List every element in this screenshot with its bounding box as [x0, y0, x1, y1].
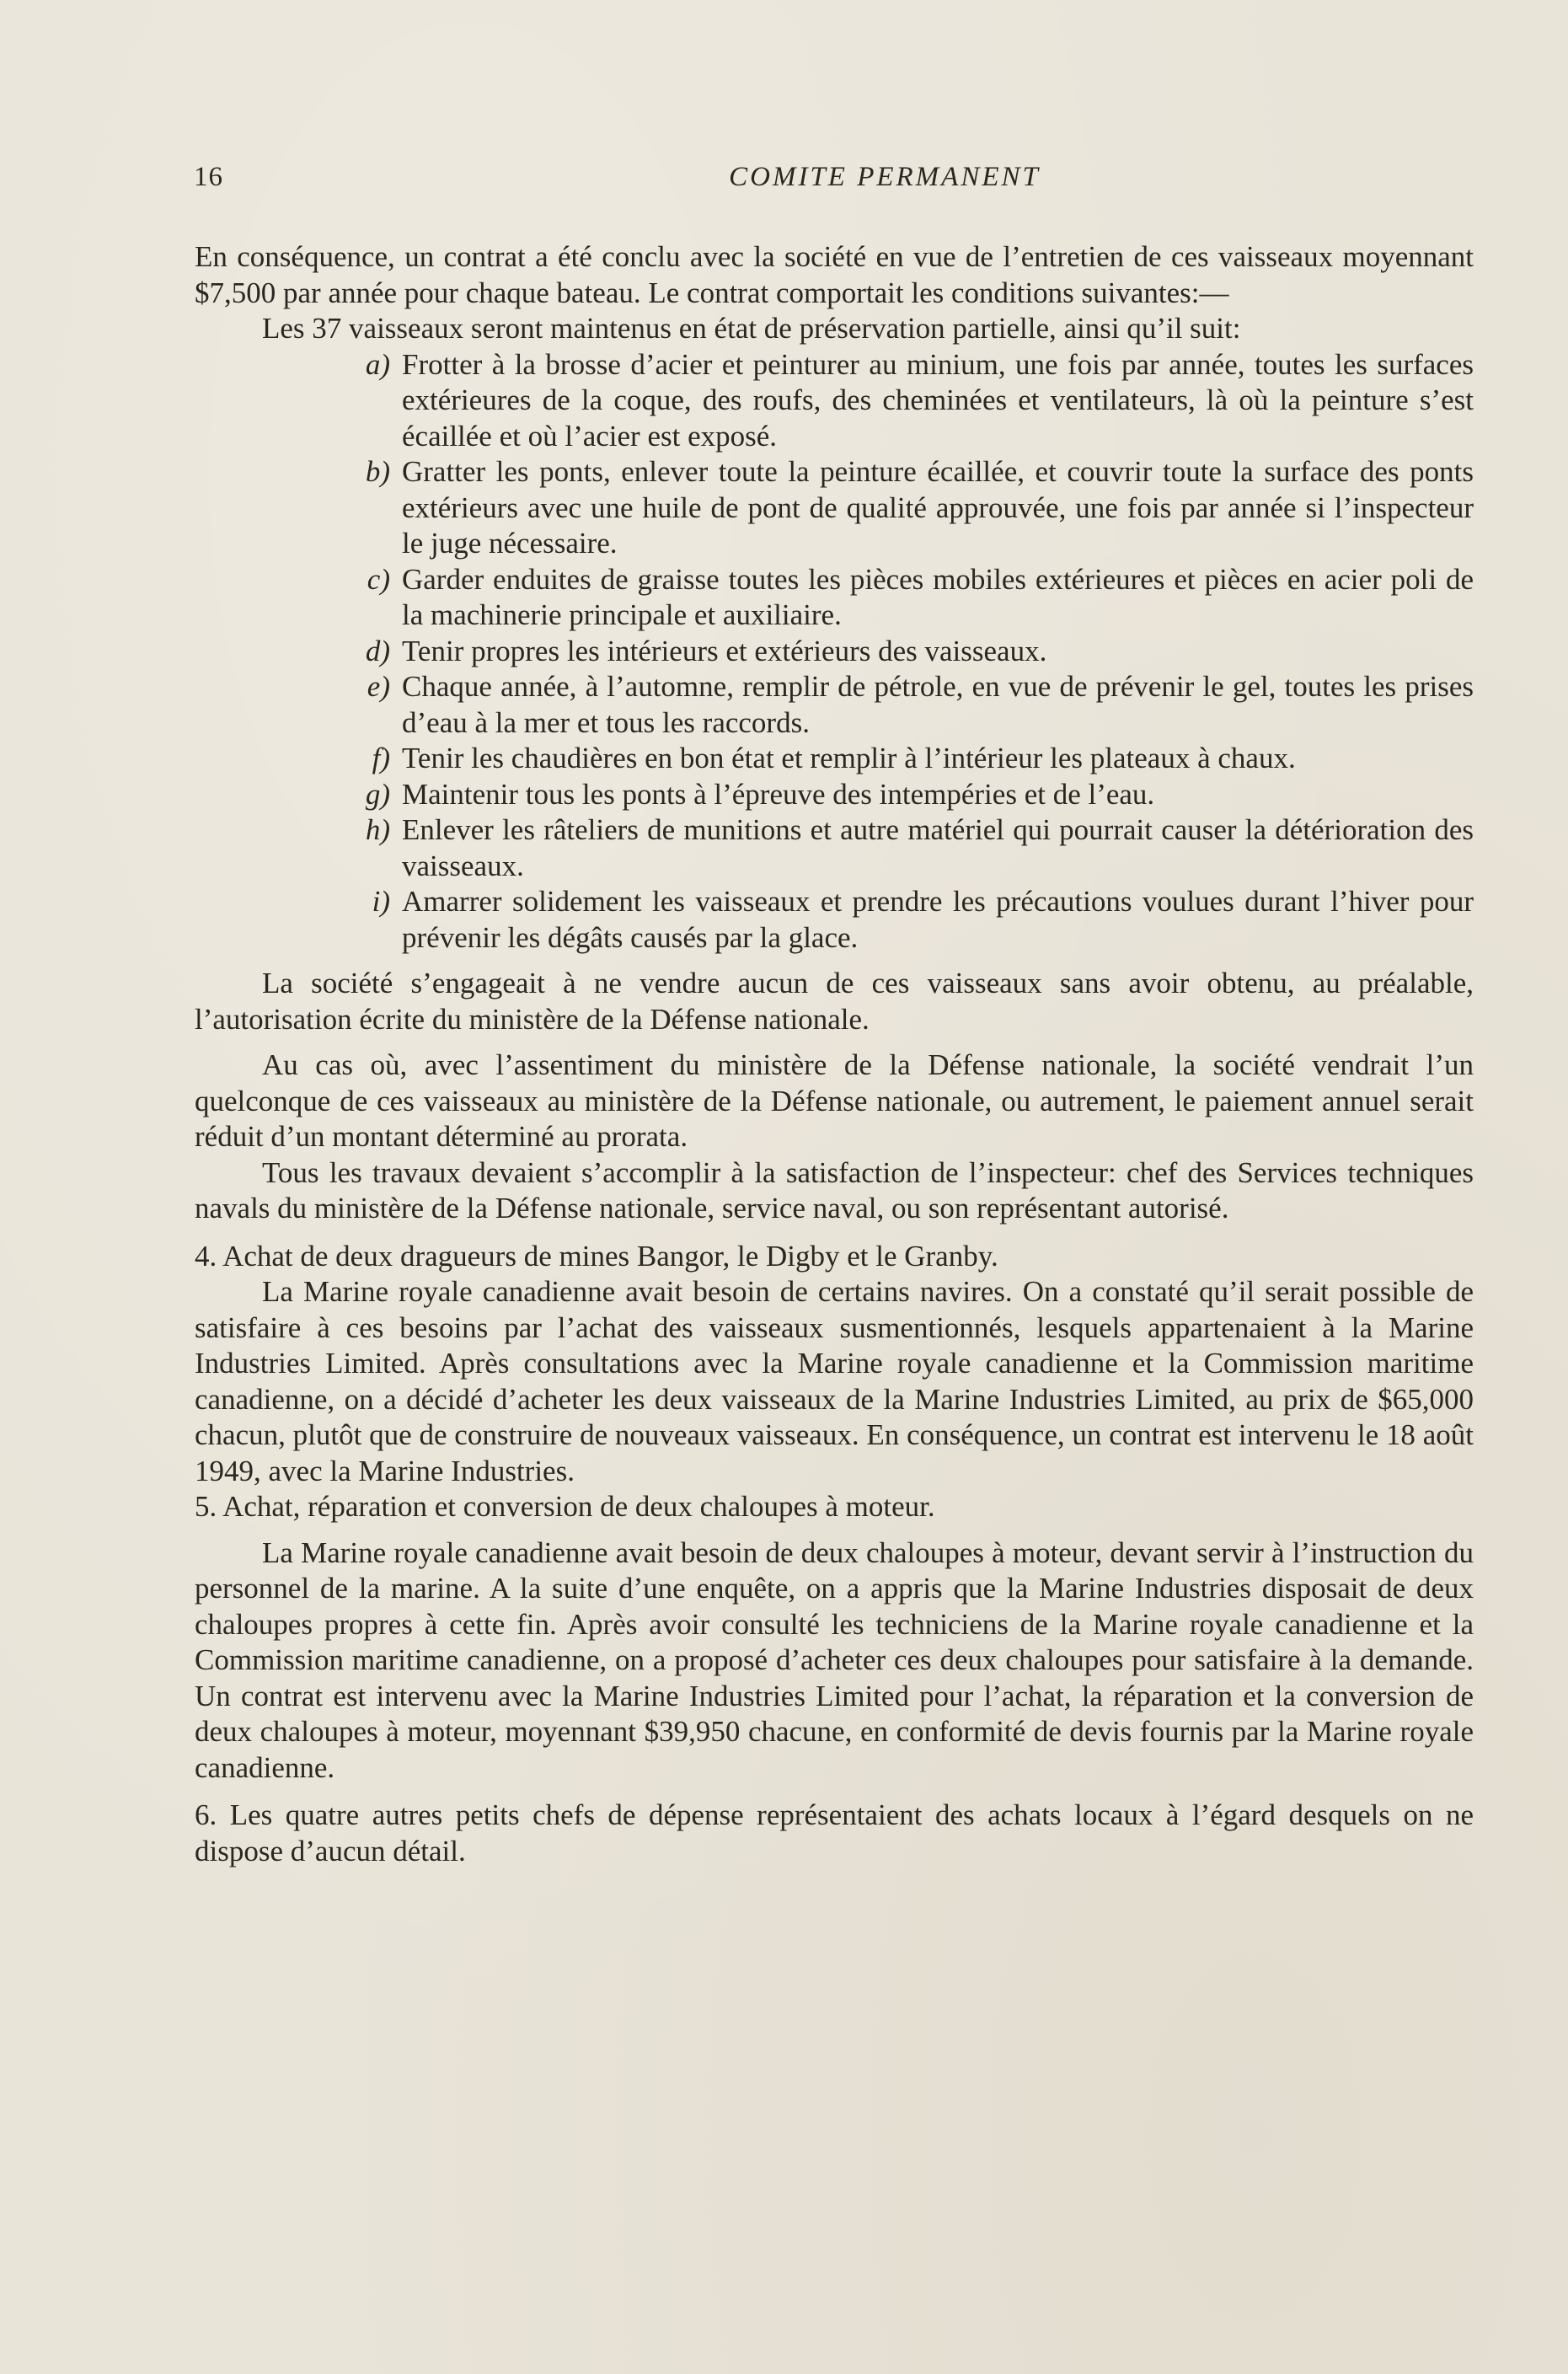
- list-marker: i): [372, 885, 390, 918]
- list-item-text: Garder enduites de graisse toutes les pièces mobiles extérieures et pièces en acier poli de la machinerie principale et auxiliaire.: [402, 562, 1474, 631]
- list-marker: a): [365, 347, 390, 381]
- paragraph-sale-restriction: La société s’engageait à ne vendre aucun de ces vaisseaux sans avoir obtenu, au préalable, l’autorisation écrite du ministère de la Défense nationale.: [195, 967, 1474, 1036]
- list-item: [195, 454, 1474, 562]
- paragraph-prorata: Au cas où, avec l’assentiment du ministère de la Défense nationale, la société vendrait l’un quelconque de ces vaisseaux au ministère de la Défense nationale, ou autrement, le paiement annuel serait réduit d’un montant déterminé au prorata.: [195, 1048, 1474, 1153]
- list-item: [195, 669, 1474, 741]
- page-number: 16: [194, 162, 223, 192]
- section-heading-5: 5. Achat, réparation et conversion de deux chaloupes à moteur.: [195, 1490, 935, 1523]
- page-body: [195, 239, 1474, 1869]
- page-header: [194, 162, 1467, 204]
- list-item: [195, 777, 1474, 813]
- section-heading-4: 4. Achat de deux dragueurs de mines Bangor, le Digby et le Granby.: [195, 1239, 998, 1273]
- list-marker: d): [365, 634, 390, 667]
- list-marker: b): [365, 455, 390, 488]
- list-item: [195, 634, 1474, 670]
- list-item: [195, 884, 1474, 956]
- list-item-text: Chaque année, à l’automne, remplir de pétrole, en vue de prévenir le gel, toutes les prises d’eau à la mer et tous les raccords.: [402, 670, 1474, 739]
- list-marker: e): [367, 670, 390, 703]
- list-marker: c): [367, 562, 390, 596]
- paragraph-intro: En conséquence, un contrat a été conclu avec la société en vue de l’entretien de ces vaisseaux moyennant $7,500 par année pour chaque bateau. Le contrat comportait les conditions suivantes:—: [195, 240, 1474, 309]
- paragraph-other-expenses: 6. Les quatre autres petits chefs de dépense représentaient des achats locaux à l’égard desquels on ne dispose d’aucun détail.: [195, 1798, 1474, 1868]
- list-item: [195, 562, 1474, 634]
- list-item: [195, 741, 1474, 777]
- running-title: COMITE PERMANENT: [729, 162, 1041, 192]
- list-item-text: Tenir les chaudières en bon état et remplir à l’intérieur les plateaux à chaux.: [402, 742, 1296, 774]
- list-marker: f): [372, 742, 390, 774]
- list-item-text: Enlever les râteliers de munitions et autre matériel qui pourrait causer la détérioration des vaisseaux.: [402, 813, 1474, 882]
- list-item-text: Maintenir tous les ponts à l’épreuve des intempéries et de l’eau.: [402, 777, 1155, 811]
- list-marker: h): [365, 813, 390, 846]
- paragraph-launches: La Marine royale canadienne avait besoin de deux chaloupes à moteur, devant servir à l’instruction du personnel de la marine. A la suite d’une enquête, on a appris que la Marine Industries disposait de deux chaloupes propres à cette fin. Après avoir consulté les techniciens de la Marine royale canadienne et la Commission maritime canadienne, on a proposé d’acheter ces deux chaloupes pour satisfaire à la demande. Un contrat est intervenu avec la Marine Industries Limited pour l’achat, la réparation et la conversion de deux chaloupes à moteur, moyennant $39,950 chacune, en conformité de devis fournis par la Marine royale canadienne.: [195, 1535, 1474, 1784]
- list-item-text: Amarrer solidement les vaisseaux et prendre les précautions voulues durant l’hiver pour prévenir les dégâts causés par la glace.: [402, 885, 1474, 954]
- list-item: [195, 347, 1474, 455]
- list-item-text: Tenir propres les intérieurs et extérieurs des vaisseaux.: [402, 634, 1047, 667]
- list-item: [195, 812, 1474, 884]
- conditions-list: [195, 347, 1474, 957]
- paragraph-inspector: Tous les travaux devaient s’accomplir à la satisfaction de l’inspecteur: chef des Services techniques navals du ministère de la Défense nationale, service naval, ou son représentant autorisé.: [195, 1155, 1474, 1225]
- paragraph-minesweepers: La Marine royale canadienne avait besoin de certains navires. On a constaté qu’il serait possible de satisfaire à ces besoins par l’achat des vaisseaux susmentionnés, lesquels appartenaient à la Marine Industries Limited. Après consultations avec la Marine royale canadienne et la Commission maritime canadienne, on a décidé d’acheter les deux vaisseaux de la Marine Industries Limited, au prix de $65,000 chacun, plutôt que de construire de nouveaux vaisseaux. En conséquence, un contrat est intervenu le 18 août 1949, avec la Marine Industries.: [195, 1275, 1474, 1487]
- list-item-text: Frotter à la brosse d’acier et peinturer au minium, une fois par année, toutes les surfaces extérieures de la coque, des roufs, des cheminées et ventilateurs, là où la peinture s’est écaillée et où l’acier est exposé.: [402, 347, 1474, 453]
- list-item-text: Gratter les ponts, enlever toute la peinture écaillée, et couvrir toute la surface des ponts extérieurs avec une huile de pont de qualité approuvée, une fois par année si l’inspecteur le juge nécessaire.: [402, 455, 1474, 560]
- paragraph-conditions: Les 37 vaisseaux seront maintenus en état de préservation partielle, ainsi qu’il suit:: [262, 312, 1241, 345]
- list-marker: g): [365, 777, 390, 811]
